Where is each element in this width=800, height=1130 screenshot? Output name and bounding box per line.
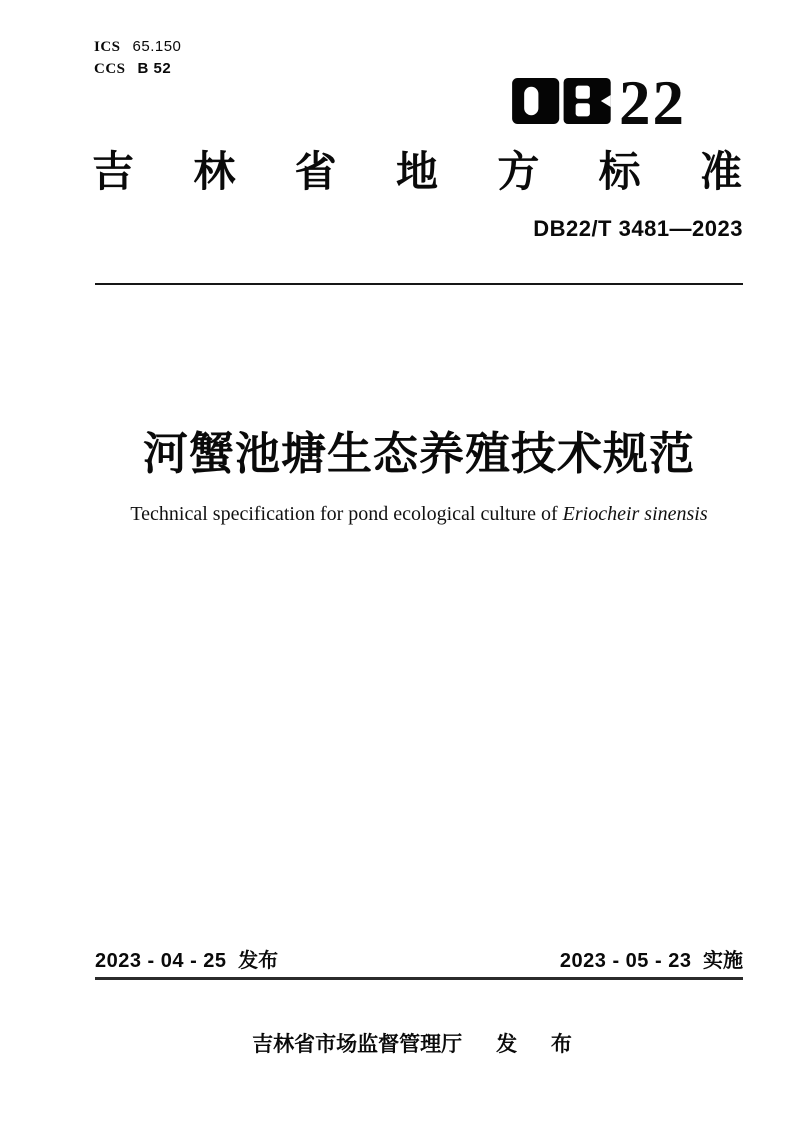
ccs-row [94, 58, 181, 80]
standard-number: DB22/T 3481—2023 [533, 216, 743, 241]
title-en-prefix: Technical specification for pond ecological culture of [130, 503, 563, 525]
release-label: 发布 [238, 950, 279, 972]
ccs-value: B 52 [137, 60, 172, 77]
db-glyphs-icon [512, 78, 613, 124]
province-heading-char: 地 [395, 148, 438, 195]
title-en-species: Eriocheir sinensis [562, 503, 708, 525]
document-title-en [35, 502, 800, 526]
ics-row [94, 36, 181, 58]
implement-date-group [560, 950, 743, 972]
province-heading-char: 林 [193, 148, 236, 195]
implement-date: 2023 - 05 - 23 [559, 950, 692, 972]
ccs-label: CCS [94, 61, 126, 77]
province-standard-heading [92, 150, 742, 194]
release-date: 2023 - 04 - 25 [95, 950, 227, 972]
publisher-line [35, 1033, 800, 1056]
publish-label: 发 布 [496, 1033, 586, 1056]
classification-block [94, 36, 181, 80]
implement-label: 实施 [703, 950, 743, 972]
publisher-name: 吉林省市场监督管理厅 [252, 1033, 463, 1056]
document-title-cn: 河蟹池塘生态养殖技术规范 [142, 428, 695, 479]
db22-logo [512, 68, 686, 139]
ics-label: ICS [94, 39, 121, 55]
province-heading-char: 准 [699, 148, 742, 195]
ics-value: 65.150 [132, 38, 182, 55]
release-date-group [95, 950, 278, 972]
footer-divider-line [95, 977, 743, 980]
footer-dates-row [95, 950, 743, 972]
province-heading-char: 标 [598, 148, 641, 195]
province-heading-char: 省 [294, 148, 337, 195]
province-heading-char: 吉 [92, 148, 135, 195]
header-divider-line [95, 283, 743, 285]
logo-region-code: 22 [619, 68, 686, 139]
province-heading-char: 方 [497, 148, 540, 195]
